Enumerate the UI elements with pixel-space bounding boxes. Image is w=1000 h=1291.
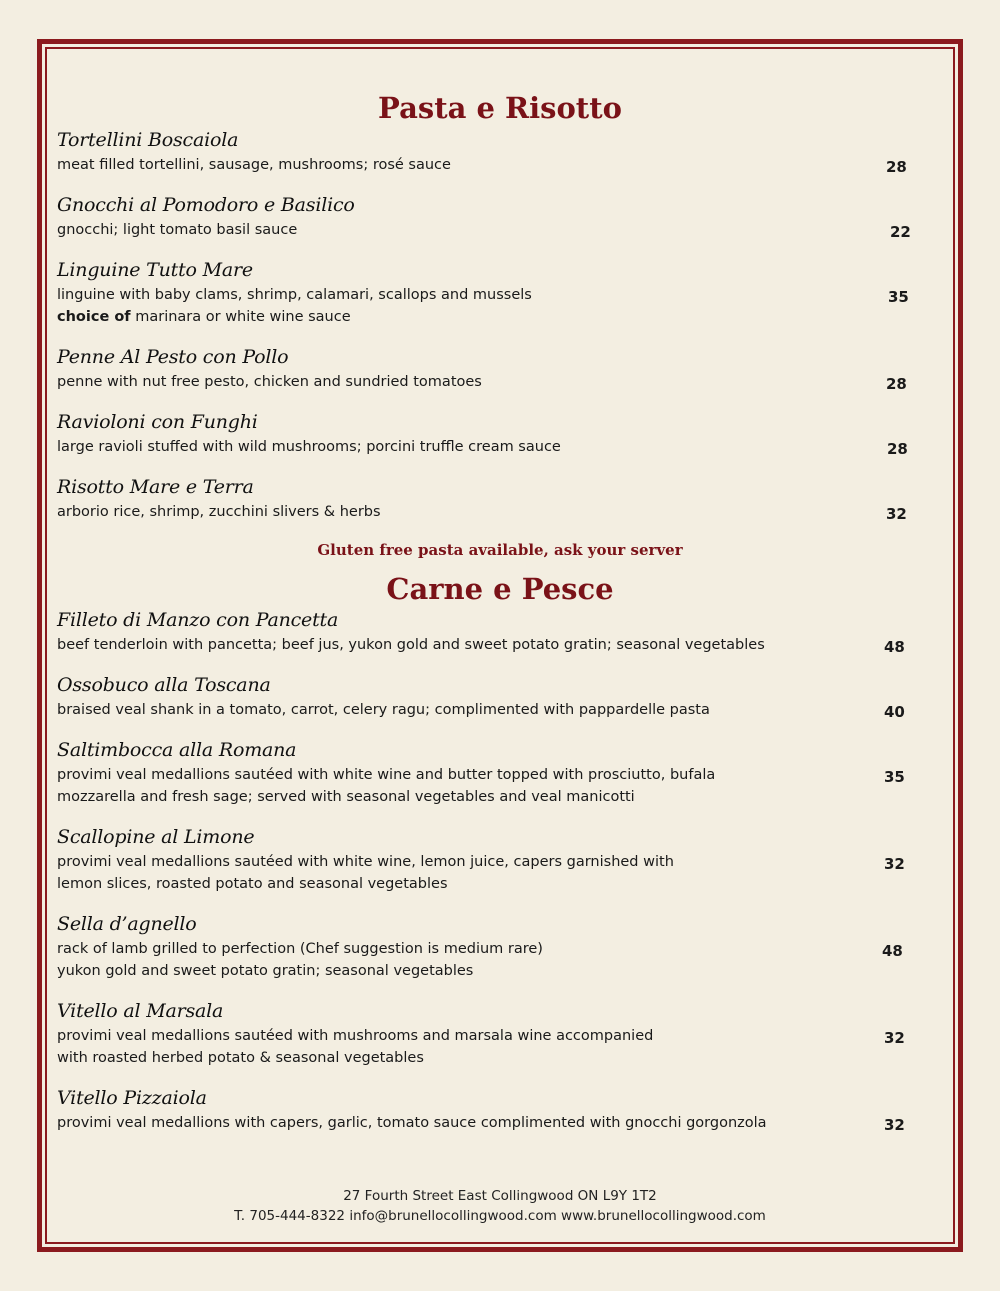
menu-item <box>57 912 917 982</box>
item-price: 32 <box>886 505 907 523</box>
item-name: Filleto di Manzo con Pancetta <box>57 609 339 631</box>
footer-contact <box>0 1206 1000 1226</box>
item-name: Sella d’agnello <box>57 913 197 935</box>
item-description: large ravioli stuffed with wild mushrooms; porcini truffle cream sauce <box>57 439 561 455</box>
item-description-rest: marinara or white wine sauce <box>130 309 351 325</box>
item-name: Risotto Mare e Terra <box>57 476 254 498</box>
item-description-emphasis: choice of <box>57 309 131 325</box>
item-price: 35 <box>884 768 905 786</box>
footer-address: 27 Fourth Street East Collingwood ON L9Y 1T2 <box>343 1188 657 1204</box>
menu-item <box>57 345 917 393</box>
item-name: Tortellini Boscaiola <box>57 129 239 151</box>
item-price: 32 <box>884 1116 905 1134</box>
item-name: Gnocchi al Pomodoro e Basilico <box>57 194 355 216</box>
section-title-pasta: Pasta e Risotto <box>378 91 622 125</box>
menu-item <box>57 475 917 523</box>
item-price: 22 <box>890 223 911 241</box>
menu-item <box>57 999 917 1069</box>
footer-phone: T. 705-444-8322 <box>234 1208 346 1224</box>
item-price: 35 <box>888 288 909 306</box>
menu-item <box>57 410 917 458</box>
menu-item <box>57 128 917 176</box>
item-price: 28 <box>886 375 907 393</box>
item-description-line2: yukon gold and sweet potato gratin; seasonal vegetables <box>57 963 474 979</box>
item-name: Penne Al Pesto con Pollo <box>57 346 289 368</box>
item-description: penne with nut free pesto, chicken and sundried tomatoes <box>57 374 482 390</box>
item-description: provimi veal medallions sautéed with white wine, lemon juice, capers garnished with <box>57 854 674 870</box>
item-price: 48 <box>884 638 905 656</box>
menu-item <box>57 258 917 328</box>
item-description-line2 <box>57 306 917 328</box>
menu-item <box>57 608 917 656</box>
item-description: rack of lamb grilled to perfection (Chef suggestion is medium rare) <box>57 941 543 957</box>
footer-email[interactable]: info@brunellocollingwood.com <box>349 1208 557 1224</box>
item-description: provimi veal medallions sautéed with mushrooms and marsala wine accompanied <box>57 1028 654 1044</box>
item-price: 28 <box>886 158 907 176</box>
item-description: gnocchi; light tomato basil sauce <box>57 222 298 238</box>
item-price: 32 <box>884 1029 905 1047</box>
gluten-free-note: Gluten free pasta available, ask your server <box>317 541 683 559</box>
item-price: 28 <box>887 440 908 458</box>
footer-website[interactable]: www.brunellocollingwood.com <box>561 1208 766 1224</box>
item-name: Saltimbocca alla Romana <box>57 739 297 761</box>
menu-item <box>57 193 917 241</box>
menu-item <box>57 1086 917 1134</box>
item-description: meat filled tortellini, sausage, mushrooms; rosé sauce <box>57 157 451 173</box>
menu-item <box>57 673 917 721</box>
item-price: 48 <box>882 942 903 960</box>
menu-item <box>57 738 917 808</box>
item-name: Linguine Tutto Mare <box>57 259 253 281</box>
item-name: Ossobuco alla Toscana <box>57 674 271 696</box>
item-description: arborio rice, shrimp, zucchini slivers & herbs <box>57 504 381 520</box>
item-description-line2: with roasted herbed potato & seasonal vegetables <box>57 1050 424 1066</box>
item-name: Scallopine al Limone <box>57 826 255 848</box>
item-name: Vitello Pizzaiola <box>57 1087 207 1109</box>
item-name: Vitello al Marsala <box>57 1000 224 1022</box>
section-title-carne: Carne e Pesce <box>386 572 614 606</box>
menu-item <box>57 825 917 895</box>
item-description: beef tenderloin with pancetta; beef jus, yukon gold and sweet potato gratin; seasonal vegetables <box>57 637 765 653</box>
item-description-line2: lemon slices, roasted potato and seasonal vegetables <box>57 876 448 892</box>
item-price: 40 <box>884 703 905 721</box>
item-description: provimi veal medallions sautéed with white wine and butter topped with prosciutto, bufala <box>57 767 716 783</box>
item-description: provimi veal medallions with capers, garlic, tomato sauce complimented with gnocchi gorgonzola <box>57 1115 767 1131</box>
item-description: linguine with baby clams, shrimp, calamari, scallops and mussels <box>57 287 532 303</box>
item-name: Ravioloni con Funghi <box>57 411 258 433</box>
item-description-line2: mozzarella and fresh sage; served with seasonal vegetables and veal manicotti <box>57 789 635 805</box>
item-price: 32 <box>884 855 905 873</box>
item-description: braised veal shank in a tomato, carrot, celery ragu; complimented with pappardelle pasta <box>57 702 710 718</box>
